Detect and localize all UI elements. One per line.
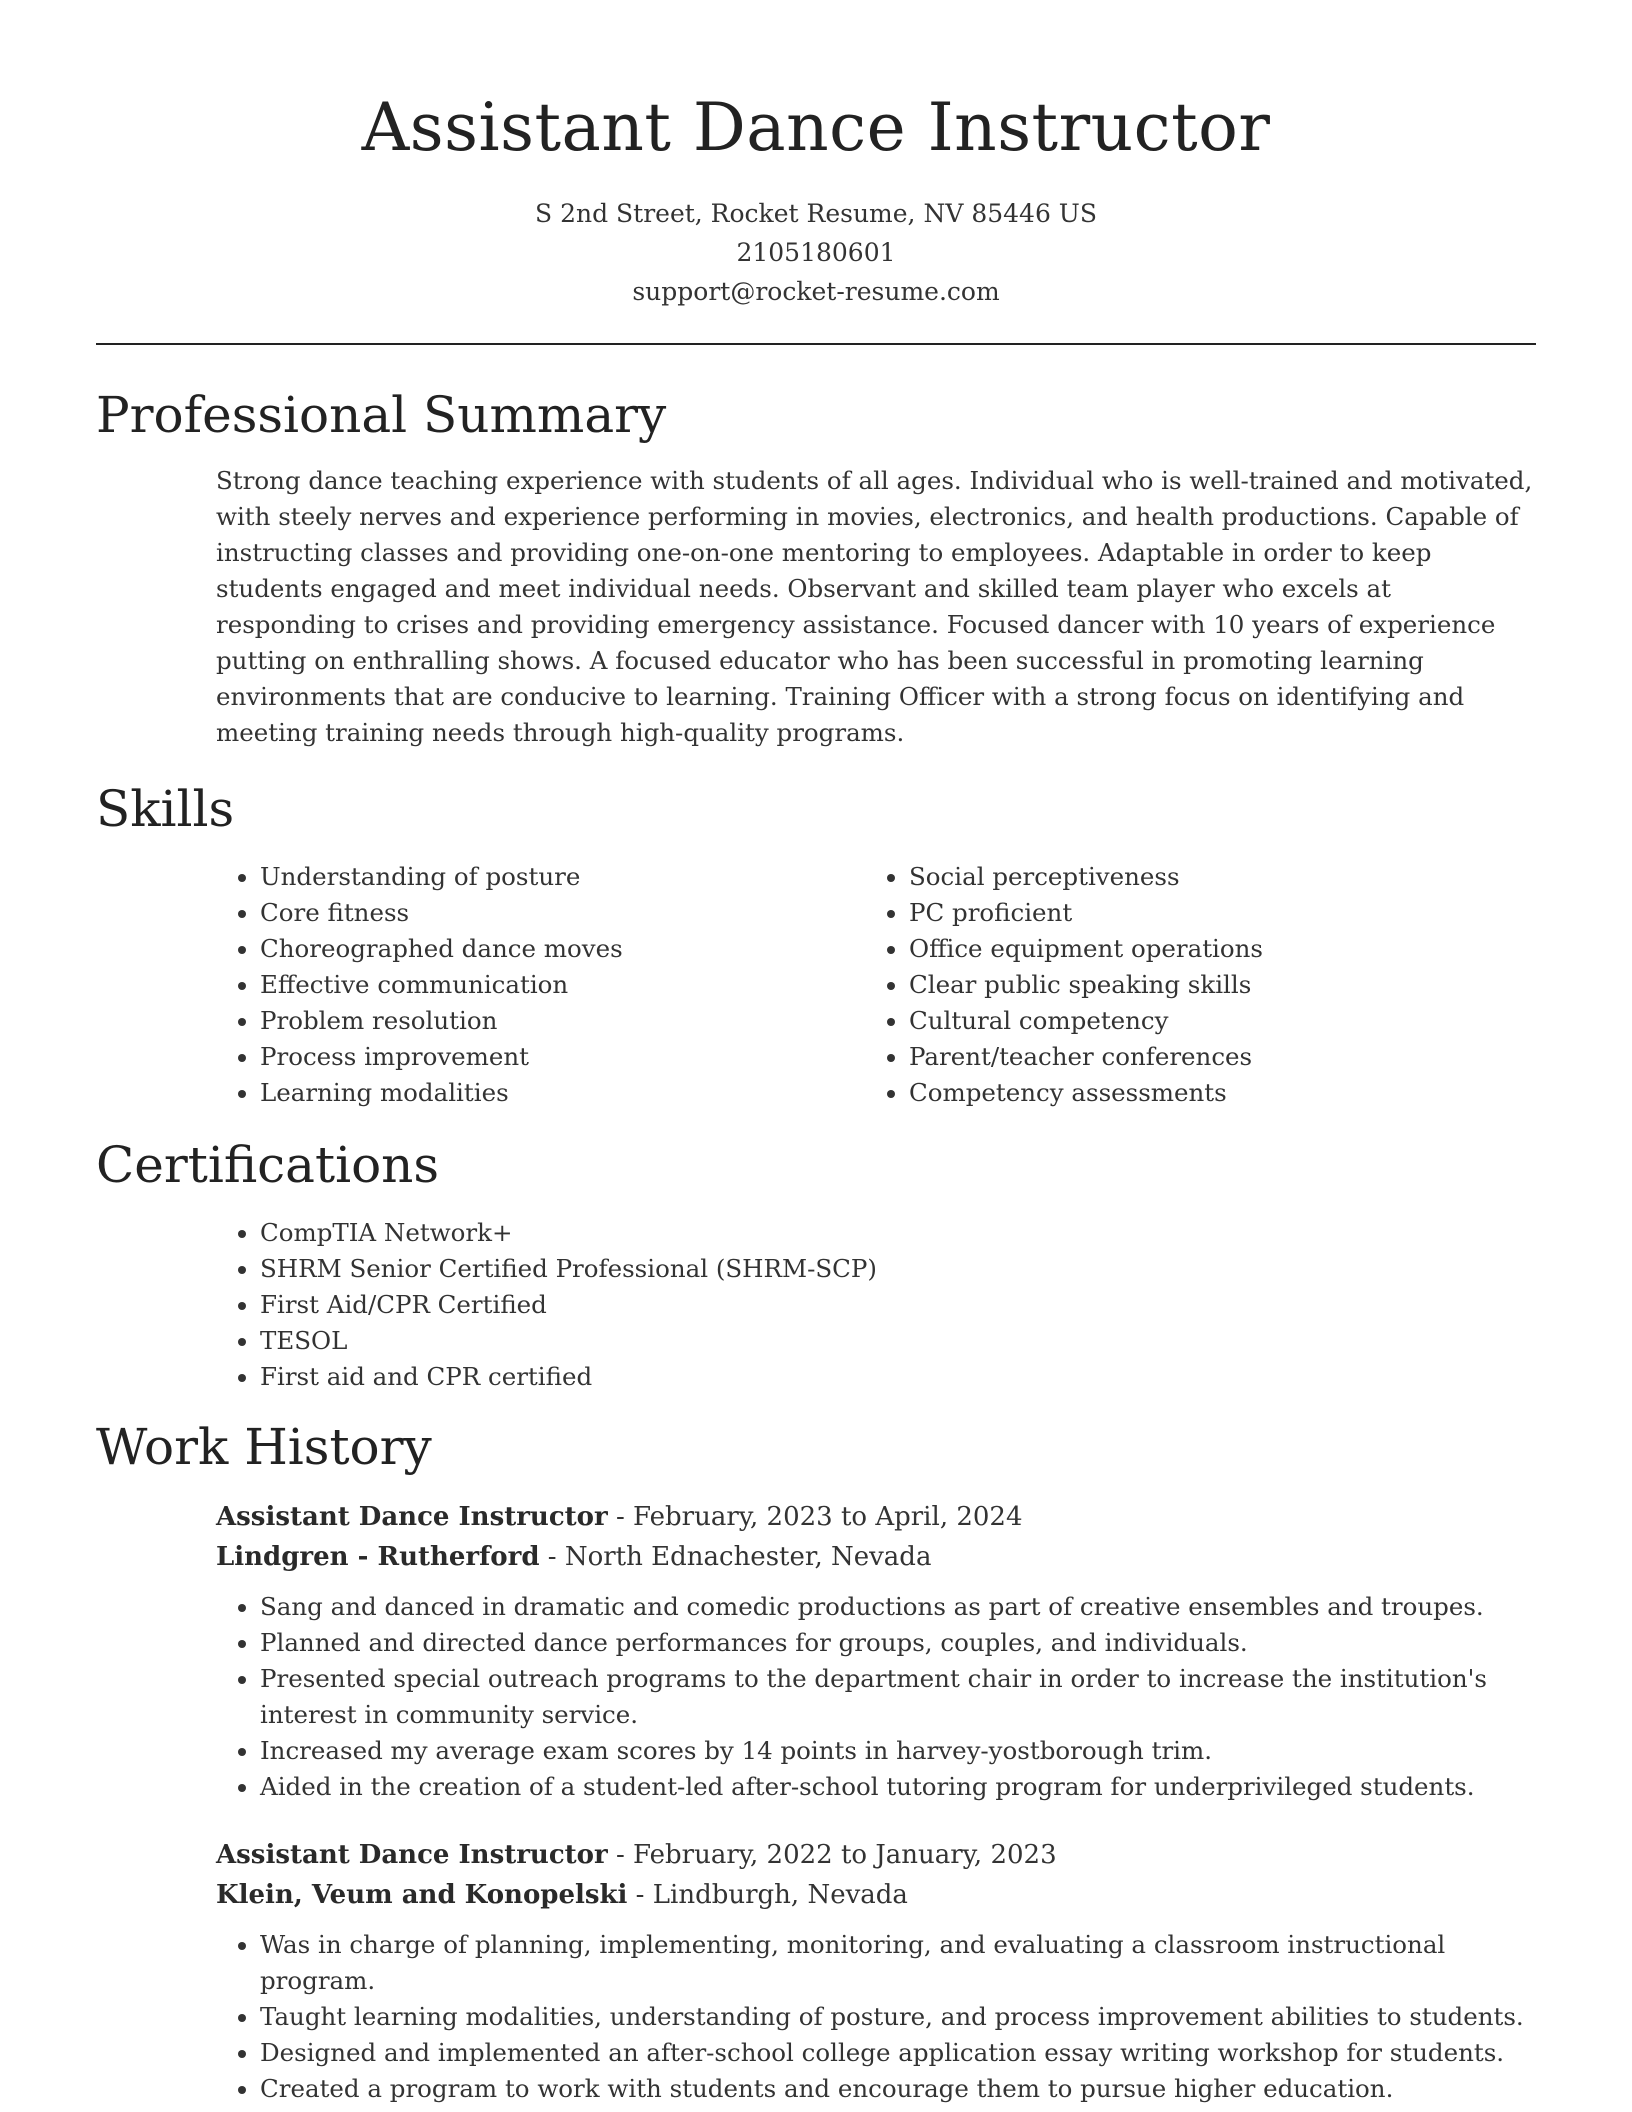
job-bullet: • Was in charge of planning, implementing, monitoring, and evaluating a classroom instructional program. (260, 1927, 1536, 1999)
job-dates: - February, 2023 to April, 2024 (607, 1502, 1023, 1532)
job-title-line (216, 1835, 1536, 1875)
skill-item: • Understanding of posture (260, 859, 887, 895)
skills-columns (216, 859, 1536, 1111)
certifications-list (216, 1215, 1536, 1395)
skill-item: • Effective communication (260, 967, 887, 1003)
contact-address: S 2nd Street, Rocket Resume, NV 85446 US (535, 199, 1097, 228)
certification-item: • First aid and CPR certified (260, 1359, 1536, 1395)
skill-item: • PC proficient (909, 895, 1536, 931)
skills-heading: Skills (96, 780, 235, 838)
certifications-heading: Certifications (96, 1136, 440, 1194)
skill-item: • Cultural competency (909, 1003, 1536, 1039)
contact-phone: 2105180601 (736, 238, 896, 267)
job-bullet: • Sang and danced in dramatic and comedic productions as part of creative ensembles and troupes. (260, 1589, 1536, 1625)
job-entry (216, 1835, 1536, 2107)
contact-email: support@rocket-resume.com (632, 277, 1000, 306)
job-company: Lindgren - Rutherford (216, 1542, 540, 1572)
skill-item: • Choreographed dance moves (260, 931, 887, 967)
skill-item: • Process improvement (260, 1039, 887, 1075)
job-location: - Lindburgh, Nevada (627, 1880, 908, 1910)
skill-item: • Competency assessments (909, 1075, 1536, 1111)
skills-list-right (887, 859, 1536, 1111)
skills-list-left (216, 859, 887, 1111)
certification-item: • CompTIA Network+ (260, 1215, 1536, 1251)
job-bullet: • Aided in the creation of a student-led after-school tutoring program for underprivileged students. (260, 1769, 1536, 1805)
skill-item: • Office equipment operations (909, 931, 1536, 967)
job-role: Assistant Dance Instructor (216, 1502, 608, 1532)
job-bullets (216, 1589, 1536, 1805)
skill-item: • Problem resolution (260, 1003, 887, 1039)
job-role: Assistant Dance Instructor (216, 1840, 608, 1870)
skill-item: • Core fitness (260, 895, 887, 931)
job-company: Klein, Veum and Konopelski (216, 1880, 628, 1910)
certification-item: • TESOL (260, 1323, 1536, 1359)
job-title-line (216, 1497, 1536, 1537)
job-bullets (216, 1927, 1536, 2107)
certifications-block (216, 1215, 1536, 1395)
summary-heading: Professional Summary (96, 386, 667, 444)
skill-item: • Clear public speaking skills (909, 967, 1536, 1003)
skill-item: • Learning modalities (260, 1075, 887, 1111)
job-bullet: • Taught learning modalities, understanding of posture, and process improvement abilities to students. (260, 1999, 1536, 2035)
skill-item: • Parent/teacher conferences (909, 1039, 1536, 1075)
job-bullet: • Created a program to work with students and encourage them to pursue higher education. (260, 2071, 1536, 2107)
job-location: - North Ednachester, Nevada (539, 1542, 932, 1572)
job-company-line (216, 1537, 1536, 1577)
skill-item: • Social perceptiveness (909, 859, 1536, 895)
job-dates: - February, 2022 to January, 2023 (607, 1840, 1057, 1870)
job-company-line (216, 1875, 1536, 1915)
job-bullet: • Planned and directed dance performances for groups, couples, and individuals. (260, 1625, 1536, 1661)
job-bullet: • Designed and implemented an after-school college application essay writing workshop for students. (260, 2035, 1536, 2071)
job-entry (216, 1497, 1536, 1805)
job-bullet: • Increased my average exam scores by 14 points in harvey-yostborough trim. (260, 1733, 1536, 1769)
summary-text: Strong dance teaching experience with students of all ages. Individual who is well-trained and motivated, with steely nerves and experience performing in movies, electronics, and health productions. Capable of instructing classes and providing one-on-one mentoring to employees. Adaptable in order to keep students engaged and meet individual needs. Observant and skilled team player who excels at responding to crises and providing emergency assistance. Focused dancer with 10 years of experience putting on enthralling shows. A focused educator who has been successful in promoting learning environments that are conducive to learning. Training Officer with a strong focus on identifying and meeting training needs through high-quality programs. (216, 466, 1533, 747)
job-bullet: • Presented special outreach programs to the department chair in order to increase the institution's interest in community service. (260, 1661, 1536, 1733)
contact-block (96, 194, 1536, 311)
certification-item: • First Aid/CPR Certified (260, 1287, 1536, 1323)
work-history-heading: Work History (96, 1418, 432, 1476)
candidate-name: Assistant Dance Instructor (361, 89, 1271, 166)
certification-item: • SHRM Senior Certified Professional (SHRM-SCP) (260, 1251, 1536, 1287)
header-divider (96, 343, 1536, 345)
